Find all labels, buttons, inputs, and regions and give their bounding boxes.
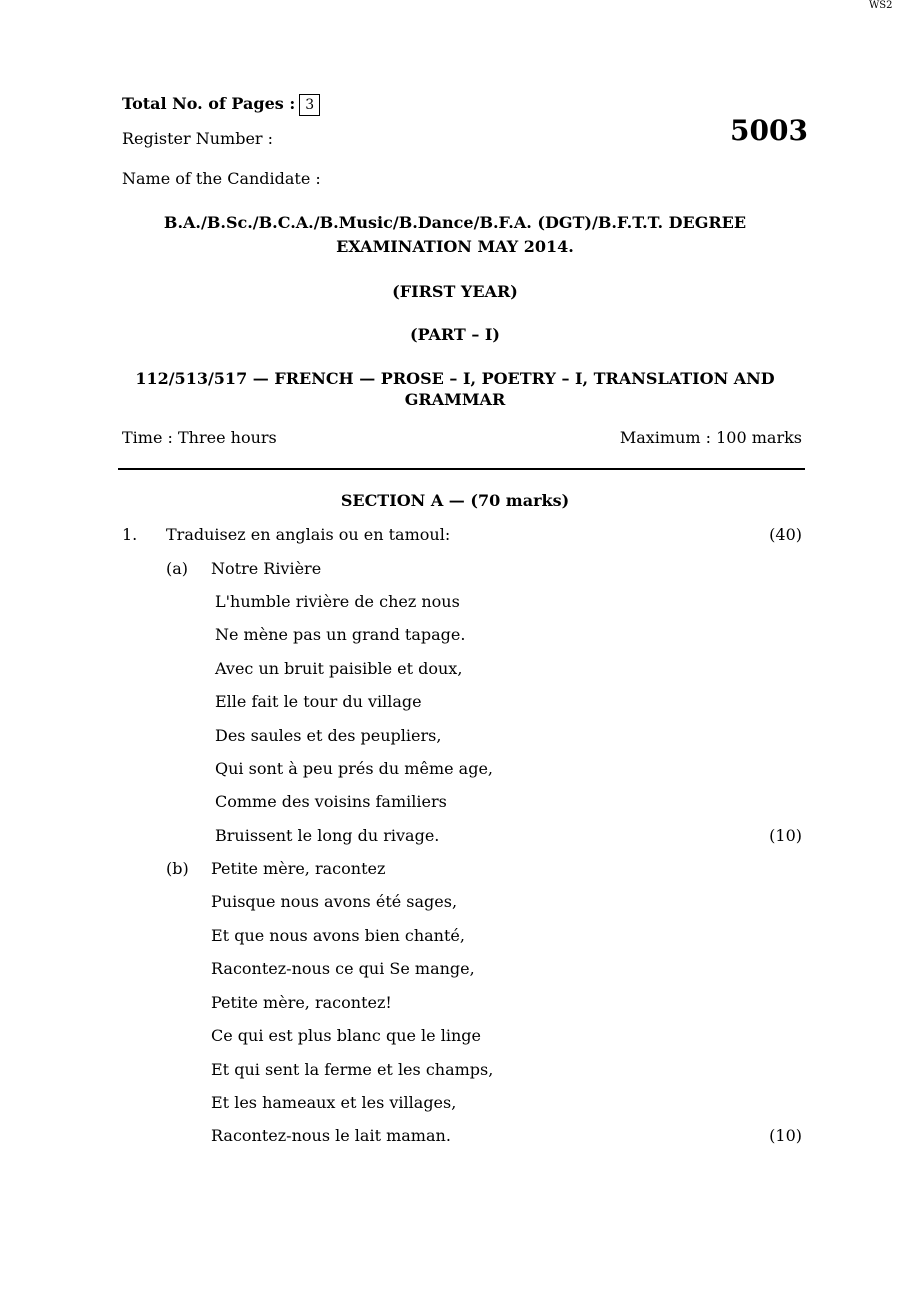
question-number: 1. [122, 525, 138, 544]
section-title: SECTION A — (70 marks) [340, 491, 570, 510]
part-b-label: (b) [166, 859, 189, 878]
poem-a-line: L'humble rivière de chez nous [215, 592, 460, 611]
corner-code: WS2 [869, 0, 893, 11]
poem-b-line: Et qui sent la ferme et les champs, [211, 1060, 494, 1079]
question-text: Traduisez en anglais ou en tamoul: [166, 525, 451, 544]
poem-a-line: Des saules et des peupliers, [215, 726, 442, 745]
candidate-name-label: Name of the Candidate : [122, 169, 321, 188]
register-number-label: Register Number : [122, 129, 274, 148]
part-b-title: Petite mère, racontez [211, 859, 386, 878]
exam-title-line2: EXAMINATION MAY 2014. [336, 237, 574, 256]
subject-line1: 112/513/517 — FRENCH — PROSE – I, POETRY – I, TRANSLATION AND [135, 369, 775, 388]
paper-code: 5003 [730, 114, 808, 147]
poem-a-line: Ne mène pas un grand tapage. [215, 625, 466, 644]
poem-b-line: Racontez-nous le lait maman. [211, 1126, 451, 1145]
poem-a-line: Comme des voisins familiers [215, 792, 447, 811]
exam-part: (PART – I) [410, 325, 500, 344]
part-b-marks: (10) [769, 1126, 802, 1145]
poem-a-line: Avec un bruit paisible et doux, [215, 659, 463, 678]
poem-b-line: Puisque nous avons été sages, [211, 892, 458, 911]
poem-b-line: Ce qui est plus blanc que le linge [211, 1026, 481, 1045]
header-divider [118, 468, 805, 470]
part-a-label: (a) [166, 559, 189, 578]
exam-max-marks: Maximum : 100 marks [619, 428, 802, 447]
subject-line2: GRAMMAR [404, 390, 506, 409]
poem-b-line: Et les hameaux et les villages, [211, 1093, 457, 1112]
part-a-marks: (10) [769, 826, 802, 845]
poem-b-line: Et que nous avons bien chanté, [211, 926, 465, 945]
total-pages-label: Total No. of Pages : [122, 94, 296, 113]
exam-year: (FIRST YEAR) [392, 282, 518, 301]
part-a-title: Notre Rivière [211, 559, 322, 578]
total-pages [122, 94, 320, 116]
exam-time: Time : Three hours [122, 428, 277, 447]
total-pages-value: 3 [299, 94, 320, 116]
poem-a-line: Bruissent le long du rivage. [215, 826, 440, 845]
question-marks: (40) [769, 525, 802, 544]
exam-title-line1: B.A./B.Sc./B.C.A./B.Music/B.Dance/B.F.A. (DGT)/B.F.T.T. DEGREE [163, 213, 747, 232]
poem-a-line: Elle fait le tour du village [215, 692, 422, 711]
poem-b-line: Racontez-nous ce qui Se mange, [211, 959, 475, 978]
poem-a-line: Qui sont à peu prés du même age, [215, 759, 494, 778]
poem-b-line: Petite mère, racontez! [211, 993, 392, 1012]
